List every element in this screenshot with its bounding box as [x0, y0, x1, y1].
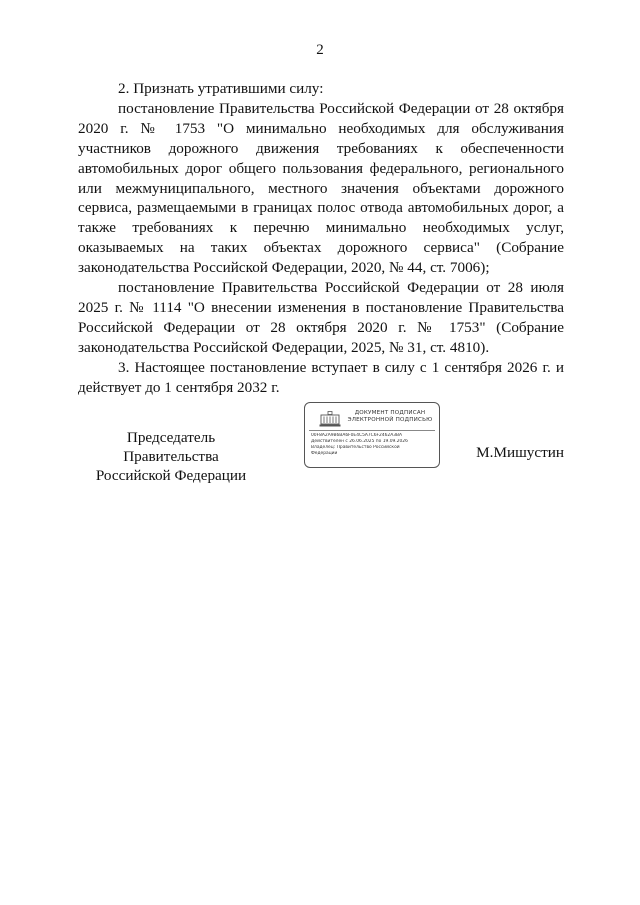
signer-name: М.Мишустин — [476, 444, 564, 461]
document-body — [78, 79, 564, 398]
paragraph-item-2: 2. Признать утратившими силу: — [118, 80, 324, 97]
signer-title — [78, 428, 264, 485]
paragraph-decree-1753: постановление Правительства Российской Федерации от 28 октября 2020 г. № 1753 "О минимально необходимых для обслуживания участников дорожного движения требованиях к обеспеченности автомобильных дорог общего пользования федерального, регионального или межмуниципального, местного значения объектами дорожного сервиса, размещаемыми в границах полос отвода автомобильных дорог, а также требованиях к перечню минимально необходимых услуг, оказываемых на таких объектах дорожного сервиса" (Собрание законодательства Российской Федерации, 2020, № 44, ст. 7006); — [78, 99, 564, 277]
signer-title-line2: Российской Федерации — [95, 467, 247, 484]
stamp-owner-line2: Федерации — [311, 451, 338, 457]
stamp-title-line1: ДОКУМЕНТ ПОДПИСАН — [354, 410, 426, 416]
stamp-title-line2: ЭЛЕКТРОННОЙ ПОДПИСЬЮ — [347, 417, 433, 424]
page-number: 2 — [316, 42, 324, 58]
stamp-certificate: 00F8A2A9B6BA6F0E4C5A7C6F2462A3BA — [311, 432, 403, 438]
stamp-details — [311, 433, 437, 458]
stamp-divider — [309, 430, 435, 431]
paragraph-item-3: 3. Настоящее постановление вступает в силу с 1 сентября 2026 г. и действует до 1 сентября 2032 г. — [78, 358, 564, 396]
paragraph-decree-1114: постановление Правительства Российской Федерации от 28 июля 2025 г. № 1114 "О внесении изменения в постановление Правительства Российской Федерации от 28 октября 2020 г. № 1753" (Собрание законодательства Российской Федерации, 2025, № 31, ст. 4810). — [78, 279, 564, 356]
signer-title-line1: Председатель Правительства — [123, 429, 219, 465]
signature-block — [0, 402, 640, 484]
stamp-title — [345, 410, 435, 425]
stamp-owner-line1: Владелец: Правительство Российской — [311, 444, 400, 450]
electronic-signature-stamp — [304, 402, 440, 468]
stamp-validity: Действителен с 26.06.2025 по 19.09.2026 — [311, 438, 408, 444]
government-building-icon — [319, 411, 341, 427]
